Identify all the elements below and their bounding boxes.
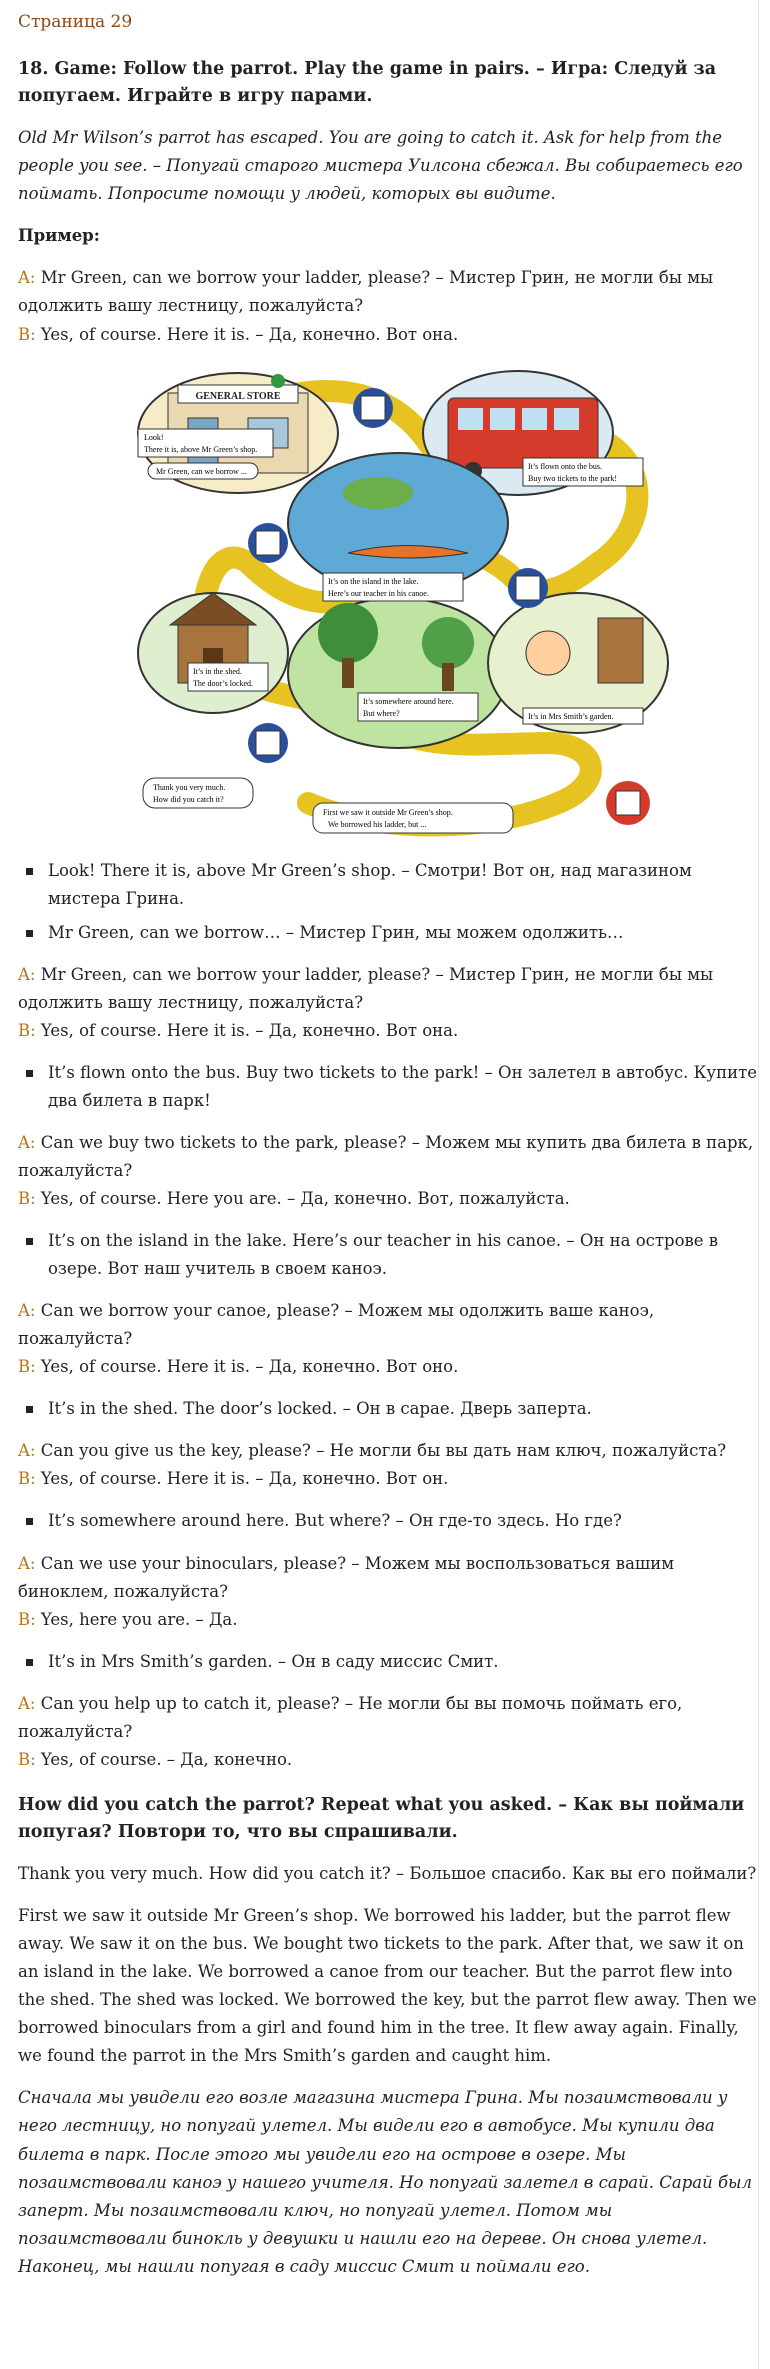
bubble-text: We borrowed his ladder, but ... — [328, 819, 427, 829]
bubble-text: It’s flown onto the bus. — [528, 461, 602, 471]
dialog-line — [18, 1606, 758, 1634]
story-heading: How did you catch the parrot? Repeat what you asked. – Как вы поймали попугая? Повтори то, что вы спрашивали. — [18, 1794, 745, 1842]
dialog-text: Yes, of course. – Да, конечно. — [35, 1749, 293, 1769]
bubble-text: But where? — [363, 708, 400, 718]
bullet-list — [18, 1227, 758, 1283]
bubble-text: Thank you very much. — [153, 782, 226, 792]
speech-bubble — [523, 708, 643, 724]
speech-bubble — [323, 573, 463, 601]
dialog-text: Mr Green, can we borrow your ladder, please? – Мистер Грин, не могли бы мы одолжить вашу лестницу, пожалуйста? — [18, 964, 714, 1012]
example-label: Пример: — [18, 226, 100, 246]
board-game-drawing — [128, 363, 688, 843]
dialog-line — [18, 264, 758, 320]
speaker-label: A: — [18, 964, 36, 984]
section-6 — [18, 1648, 758, 1774]
dialog — [18, 1297, 758, 1381]
bubble-text: How did you catch it? — [153, 794, 224, 804]
dice-icon — [353, 388, 393, 428]
dialog-text: Yes, here you are. – Да. — [35, 1609, 238, 1629]
bubble-text: It’s on the island in the lake. — [328, 576, 419, 586]
dialog-line — [18, 1017, 758, 1045]
bullet-list — [18, 1507, 758, 1535]
dialog-text: Yes, of course. Here it is. – Да, конечно. Вот она. — [35, 324, 459, 344]
dialog-line — [18, 1437, 758, 1465]
speech-bubble — [188, 663, 268, 691]
dice-icon — [248, 723, 288, 763]
story-english: First we saw it outside Mr Green’s shop. We borrowed his ladder, but the parrot flew away. We saw it on the bus. We bought two tickets to the park. After that, we saw it on an island in the lake. We borrowed a canoe from our teacher. But the parrot flew into the shed. The shed was locked. We borrowed the key, but the parrot flew away. Then we borrowed binoculars from a girl and found him in the tree. It flew away again. Finally, we found the parrot in the Mrs Smith’s garden and caught him. — [18, 1906, 757, 2066]
section-5 — [18, 1507, 758, 1633]
dice-icon — [606, 781, 650, 825]
bubble-text: There it is, above Mr Green’s shop. — [144, 444, 258, 454]
bullet-item: It’s on the island in the lake. Here’s our teacher in his canoe. – Он на острове в озере. Вот наш учитель в своем каноэ. — [48, 1227, 758, 1283]
dialog-text: Can we buy two tickets to the park, please? – Можем мы купить два билета в парк, пожалуйста? — [18, 1132, 754, 1180]
speech-bubble — [143, 778, 253, 808]
bullet-list — [18, 1059, 758, 1115]
dialog-text: Mr Green, can we borrow your ladder, please? – Мистер Грин, не могли бы мы одолжить вашу лестницу, пожалуйста? — [18, 268, 714, 316]
speaker-label: B: — [18, 1469, 36, 1489]
dialog-text: Yes, of course. Here it is. – Да, конечно. Вот он. — [35, 1469, 449, 1489]
speech-bubble — [313, 803, 513, 833]
sections — [18, 857, 758, 1774]
speaker-label: B: — [18, 1020, 36, 1040]
dialog-text: Can you give us the key, please? – Не могли бы вы дать нам ключ, пожалуйста? — [35, 1441, 727, 1461]
section-4 — [18, 1395, 758, 1493]
exercise-heading: 18. Game: Follow the parrot. Play the game in pairs. – Игра: Следуй за попугаем. Играйте в игру парами. — [18, 59, 717, 107]
lake-scene — [288, 453, 508, 593]
example-dialog — [18, 264, 758, 348]
speech-bubble — [523, 458, 643, 486]
dialog — [18, 1437, 758, 1493]
dialog-text: Can you help up to catch it, please? – Не могли бы вы помочь поймать его, пожалуйста? — [18, 1693, 683, 1741]
dialog-text: Can we borrow your canoe, please? – Можем мы одолжить ваше каноэ, пожалуйста? — [18, 1301, 655, 1349]
speech-bubble — [148, 463, 258, 479]
bubble-text: It’s in the shed. — [193, 666, 242, 676]
section-3 — [18, 1227, 758, 1381]
story-russian: Сначала мы увидели его возле магазина мистера Грина. Мы позаимствовали у него лестницу, но попугай улетел. Мы видели его в автобусе. Мы купили два билета в парк. После этого мы увидели его на острове в озере. Мы позаимствовали каноэ у нашего учителя. Но попугай залетел в сарай. Сарай был заперт. Мы позаимствовали ключ, но попугай улетел. Потом мы позаимствовали бинокль у девушки и нашли его на дереве. Он снова улетел. Наконец, мы нашли попугая в саду миссис Смит и поймали его. — [18, 2088, 752, 2276]
speech-bubble — [358, 693, 478, 721]
dialog-line — [18, 321, 758, 349]
speaker-label: A: — [18, 1553, 36, 1573]
bubble-text: Here’s our teacher in his canoe. — [328, 588, 429, 598]
shed-scene — [138, 593, 288, 713]
bullet-item: It’s flown onto the bus. Buy two tickets to the park! – Он залетел в автобус. Купите два билета в парк! — [48, 1059, 758, 1115]
dice-icon — [508, 568, 548, 608]
dialog-line — [18, 1185, 758, 1213]
dice-icon — [248, 523, 288, 563]
store-sign: GENERAL STORE — [195, 390, 281, 402]
thanks-line: Thank you very much. How did you catch it? – Большое спасибо. Как вы его поймали? — [18, 1864, 757, 1884]
dialog-line — [18, 1690, 758, 1746]
speech-bubble — [138, 429, 273, 457]
section-1 — [18, 857, 758, 1045]
dialog-line — [18, 1297, 758, 1353]
speaker-label: A: — [18, 1301, 36, 1321]
board-game-illustration — [128, 363, 688, 843]
bubble-text: Mr Green, can we borrow ... — [156, 466, 247, 476]
intro-text: Old Mr Wilson’s parrot has escaped. You are going to catch it. Ask for help from the people you see. – Попугай старого мистера Уилсона сбежал. Вы собираетесь его поймать. Попросите помощи у людей, которых вы видите. — [18, 128, 743, 204]
bullet-item: It’s in the shed. The door’s locked. – Он в сарае. Дверь заперта. — [48, 1395, 758, 1423]
bullet-item: It’s in Mrs Smith’s garden. – Он в саду миссис Смит. — [48, 1648, 758, 1676]
parrot-icon — [271, 374, 285, 388]
page-label: Страница 29 — [18, 12, 133, 32]
bullet-list — [18, 1395, 758, 1423]
dialog — [18, 1690, 758, 1774]
bubble-text: Look! — [144, 432, 164, 442]
dialog-line — [18, 1353, 758, 1381]
speaker-label: B: — [18, 1749, 36, 1769]
dialog — [18, 1550, 758, 1634]
dialog-text: Yes, of course. Here you are. – Да, конечно. Вот, пожалуйста. — [35, 1189, 570, 1209]
bubble-text: The door’s locked. — [193, 678, 254, 688]
speaker-label: A: — [18, 1132, 36, 1152]
speaker-label: B: — [18, 1189, 36, 1209]
bullet-item: Look! There it is, above Mr Green’s shop. – Смотри! Вот он, над магазином мистера Грина. — [48, 857, 758, 913]
dialog-text: Can we use your binoculars, please? – Можем мы воспользоваться вашим биноклем, пожалуйста? — [18, 1553, 675, 1601]
dialog-line — [18, 1550, 758, 1606]
dialog — [18, 1129, 758, 1213]
dialog-line — [18, 961, 758, 1017]
dialog-text: Yes, of course. Here it is. – Да, конечно. Вот оно. — [35, 1357, 459, 1377]
dialog-text: Yes, of course. Here it is. – Да, конечно. Вот она. — [35, 1020, 459, 1040]
bullet-item: Mr Green, can we borrow… – Мистер Грин, мы можем одолжить… — [48, 919, 758, 947]
park-scene — [288, 598, 508, 748]
bubble-text: It’s somewhere around here. — [363, 696, 454, 706]
dialog — [18, 961, 758, 1045]
dialog-line — [18, 1465, 758, 1493]
speaker-label: B: — [18, 1609, 36, 1629]
bullet-list — [18, 857, 758, 947]
dialog-line — [18, 1129, 758, 1185]
bubble-text: It’s in Mrs Smith’s garden. — [528, 711, 614, 721]
speaker-label: A: — [18, 268, 36, 288]
bullet-list — [18, 1648, 758, 1676]
speaker-label: A: — [18, 1441, 36, 1461]
section-2 — [18, 1059, 758, 1213]
speaker-label: A: — [18, 1693, 36, 1713]
speaker-label: B: — [18, 1357, 36, 1377]
page — [18, 0, 759, 2369]
bullet-item: It’s somewhere around here. But where? – Он где-то здесь. Но где? — [48, 1507, 758, 1535]
bubble-text: First we saw it outside Mr Green’s shop. — [323, 807, 453, 817]
dialog-line — [18, 1746, 758, 1774]
speaker-label: B: — [18, 324, 36, 344]
bubble-text: Buy two tickets to the park! — [528, 473, 618, 483]
